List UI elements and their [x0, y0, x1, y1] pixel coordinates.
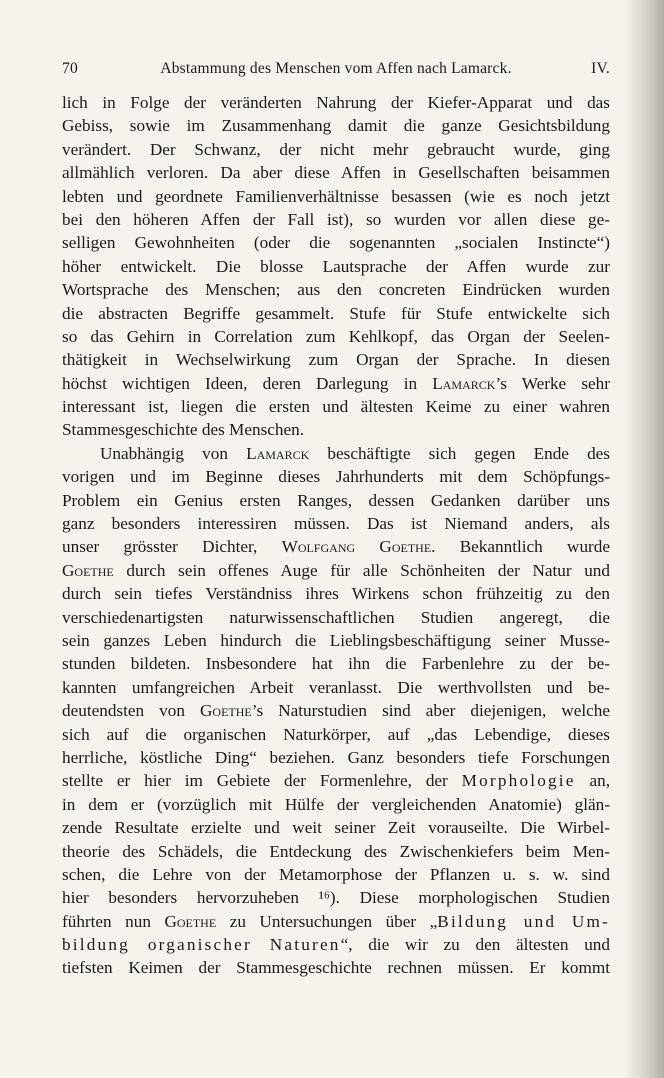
text-run: herrliche, köstliche Ding“ beziehen. Ganz besonders tiefe Forschungen — [62, 747, 610, 767]
chapter-number: IV. — [591, 60, 610, 77]
text-run: vorigen und im Beginne dieses Jahrhunderts mit dem Schöpfungs- — [62, 467, 610, 487]
text-line — [62, 255, 610, 278]
text-run: durch sein offenes Auge für alle Schönheiten der Natur und — [113, 560, 610, 580]
text-line — [62, 840, 610, 863]
text-line — [62, 302, 610, 325]
text-run: Problem ein Genius ersten Ranges, dessen Gedanken darüber uns — [62, 490, 610, 510]
text-run: selligen Gewohnheiten (oder die sogenannten „socialen Instincte“) — [62, 233, 610, 253]
text-line — [62, 652, 610, 675]
text-run: Wortsprache des Menschen; aus den concreten Eindrücken wurden — [62, 280, 610, 300]
text-run: höher entwickelt. Die blosse Lautsprache der Affen wurde zur — [62, 256, 610, 276]
text-run: verändert. Der Schwanz, der nicht mehr gebraucht wurde, ging — [62, 139, 610, 159]
text-run: . Bekanntlich wurde — [431, 537, 610, 557]
text-run: stellte er hier im Gebiete der Formenlehre, der — [62, 771, 462, 791]
text-run: stunden bildeten. Insbesondere hat ihn die Farbenlehre zu der be- — [62, 654, 610, 674]
text-line — [62, 723, 610, 746]
small-caps-name: Goethe — [164, 911, 217, 931]
text-line — [62, 489, 610, 512]
text-line — [62, 769, 610, 792]
text-run: deutendsten von — [62, 701, 200, 721]
text-line — [62, 629, 610, 652]
small-caps-name: Wolfgang Goethe — [281, 537, 432, 557]
text-line — [62, 606, 610, 629]
text-run: zende Resultate erzielte und weit seiner Zeit vorauseilte. Die Wirbel- — [62, 818, 610, 838]
text-line — [62, 933, 610, 956]
text-line — [62, 348, 610, 371]
page-edge-shadow — [624, 0, 664, 1078]
text-line — [62, 559, 610, 582]
running-head — [62, 60, 610, 84]
text-line — [62, 208, 610, 231]
text-line — [62, 91, 610, 114]
running-title: Abstammung des Menschen vom Affen nach Lamarck. — [160, 60, 512, 77]
paragraph — [62, 442, 610, 980]
text-run: an, — [575, 771, 610, 791]
text-run: thätigkeit in Wechselwirkung zum Organ der Sprache. In diesen — [62, 350, 610, 370]
text-line — [62, 746, 610, 769]
small-caps-name: Lamarck — [432, 373, 496, 393]
text-line — [62, 699, 610, 722]
text-line — [62, 231, 610, 254]
text-run: kannten umfangreichen Arbeit veranlasst. Die werthvollsten und be- — [62, 677, 610, 697]
text-line — [62, 114, 610, 137]
text-run: ganz besonders interessiren müssen. Das ist Niemand anders, als — [62, 514, 610, 534]
text-run: unser grösster Dichter, — [62, 537, 282, 557]
text-run: “, die wir zu den ältesten und — [340, 935, 610, 955]
book-page — [62, 60, 610, 980]
text-line — [62, 910, 610, 933]
text-run: lich in Folge der veränderten Nahrung der Kiefer-Apparat und das — [62, 93, 610, 112]
text-line — [62, 138, 610, 161]
text-run: lebten und geordnete Familienverhältnisse besassen (wie es noch jetzt — [62, 186, 610, 206]
small-caps-name: Lamarck — [246, 443, 310, 463]
text-line — [62, 863, 610, 886]
text-run: allmählich verloren. Da aber diese Affen in Gesellschaften beisammen — [62, 163, 610, 183]
text-run: ’s Naturstudien sind aber diejenigen, welche — [251, 701, 610, 721]
small-caps-name: Goethe — [62, 560, 114, 580]
text-run: Unabhängig von — [100, 443, 247, 463]
text-run: die abstracten Begriffe gesammelt. Stufe für Stufe entwickelte sich — [62, 303, 610, 323]
text-run: verschiedenartigsten naturwissenschaftlichen Studien angeregt, die — [62, 607, 610, 627]
text-run: hier besonders hervorzuheben ¹⁶). Diese morphologischen Studien — [62, 888, 610, 908]
text-line — [62, 676, 610, 699]
text-line — [62, 582, 610, 605]
text-run: Stammesgeschichte des Menschen. — [62, 420, 304, 440]
text-line — [62, 161, 610, 184]
text-line — [62, 465, 610, 488]
body-text — [62, 91, 610, 980]
text-run: ’s Werke sehr — [495, 373, 610, 393]
text-line — [62, 418, 610, 441]
text-run: theorie des Schädels, die Entdeckung des Zwischenkiefers beim Men- — [62, 841, 610, 861]
paragraph — [62, 91, 610, 442]
text-run: interessant ist, liegen die ersten und ältesten Keime zu einer wahren — [62, 397, 610, 417]
text-run: durch sein tiefes Verständniss ihres Wirkens schon frühzeitig zu den — [62, 584, 610, 604]
text-line — [62, 278, 610, 301]
text-run: höchst wichtigen Ideen, deren Darlegung in — [62, 373, 433, 393]
text-line — [62, 442, 610, 465]
text-run: so das Gehirn in Correlation zum Kehlkopf, das Organ der Seelen- — [62, 326, 610, 346]
text-line — [62, 395, 610, 418]
small-caps-name: Goethe — [199, 701, 252, 721]
text-line — [62, 372, 610, 395]
text-line — [62, 886, 610, 909]
text-line — [62, 535, 610, 558]
text-run: sich auf die organischen Naturkörper, auf „das Lebendige, dieses — [62, 724, 610, 744]
text-run: in dem er (vorzüglich mit Hülfe der vergleichenden Anatomie) glän- — [62, 794, 610, 814]
text-run: sein ganzes Leben hindurch die Lieblingsbeschäftigung seiner Musse- — [62, 630, 610, 650]
text-line — [62, 956, 610, 979]
text-run: schen, die Lehre von der Metamorphose der Pflanzen u. s. w. sind — [62, 864, 610, 884]
text-line — [62, 793, 610, 816]
text-line — [62, 816, 610, 839]
text-line — [62, 512, 610, 535]
text-run: zu Untersuchungen über „ — [216, 911, 438, 931]
text-run: tiefsten Keimen der Stammesgeschichte rechnen müssen. Er kommt — [62, 958, 610, 978]
spaced-emphasis: Morphologie — [461, 771, 576, 791]
text-line — [62, 185, 610, 208]
spaced-emphasis: Bildung und Um- — [437, 911, 610, 931]
text-run: führten nun — [62, 911, 165, 931]
text-run: bei den höheren Affen der Fall ist), so wurden vor allen diese ge- — [62, 209, 610, 229]
page-number: 70 — [62, 60, 78, 77]
spaced-emphasis: bildung organischer Naturen — [62, 935, 341, 955]
text-line — [62, 325, 610, 348]
text-run: Gebiss, sowie im Zusammenhang damit die ganze Gesichtsbildung — [62, 116, 610, 136]
text-run: beschäftigte sich gegen Ende des — [309, 443, 610, 463]
